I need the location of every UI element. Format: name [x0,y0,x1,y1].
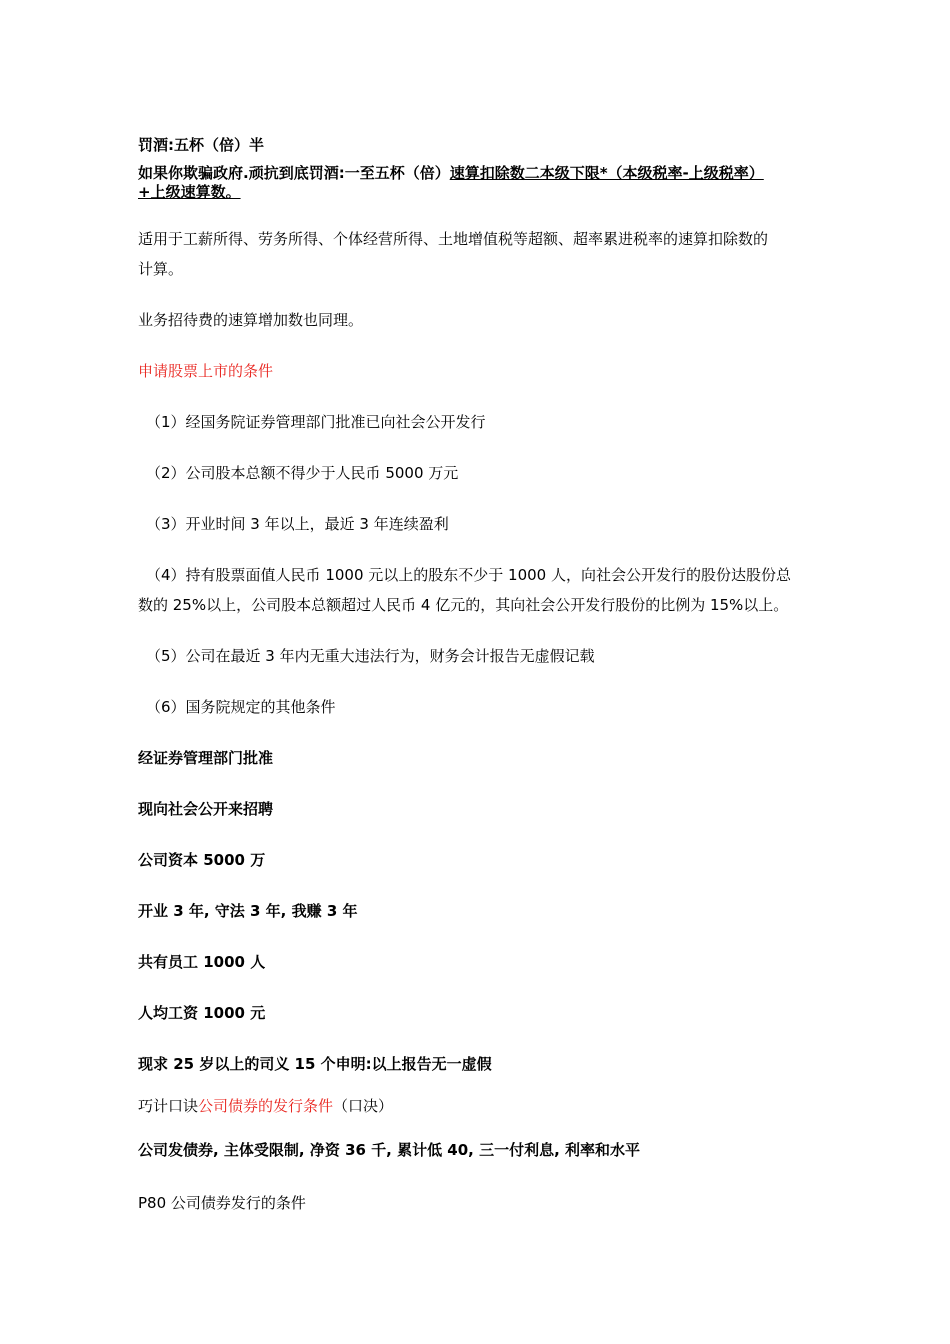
fine-drink-line: 罚酒:五杯（倍）半 [138,136,264,154]
section-heading-listing: 申请股票上市的条件 [138,362,274,380]
mnemonic-item-6: 人均工资 1000 元 [138,1004,266,1022]
condition-2: （2）公司股本总额不得少于人民币 5000 万元 [146,464,459,482]
mnemonic-item-4: 开业 3 年, 守法 3 年, 我赚 3 年 [138,902,358,920]
condition-3: （3）开业时间 3 年以上，最近 3 年连续盈利 [146,515,449,533]
bond-mnemonic-prefix: 巧计口诀 [138,1097,199,1115]
bond-conditions-reference: P80 公司债券发行的条件 [138,1194,306,1212]
mnemonic-formula-cont: +上级速算数。 [138,183,241,201]
mnemonic-item-5: 共有员工 1000 人 [138,953,266,971]
mnemonic-item-1: 经证券管理部门批准 [138,749,274,767]
mnemonic-text: 如果你欺骗政府.顽抗到底罚酒:一至五杯（倍） [138,164,450,182]
mnemonic-item-3: 公司资本 5000 万 [138,851,266,869]
paragraph-entertainment: 业务招待费的速算增加数也同理。 [138,311,364,329]
paragraph-applies-2: 计算。 [138,260,184,278]
condition-1: （1）经国务院证券管理部门批准已向社会公开发行 [146,413,486,431]
mnemonic-line [138,163,764,183]
mnemonic-item-7: 现求 25 岁以上的司义 15 个申明:以上报告无一虚假 [138,1055,492,1073]
condition-5: （5）公司在最近 3 年内无重大违法行为，财务会计报告无虚假记载 [146,647,595,665]
paragraph-applies-1: 适用于工薪所得、劳务所得、个体经营所得、土地增值税等超额、超率累进税率的速算扣除数的 [138,230,769,248]
condition-4a: （4）持有股票面值人民币 1000 元以上的股东不少于 1000 人，向社会公开发行的股份达股份总 [146,566,791,584]
bond-mnemonic-title [138,1096,393,1116]
condition-4b: 数的 25%以上，公司股本总额超过人民币 4 亿元的，其向社会公开发行股份的比例为 15%以上。 [138,596,789,614]
mnemonic-formula: 速算扣除数二本级下限*（本级税率-上级税率） [449,164,764,182]
bond-mnemonic-subject: 公司债券的发行条件 [198,1097,334,1115]
bond-mnemonic-suffix: （口决） [333,1097,394,1115]
bond-mnemonic-text: 公司发债券, 主体受限制, 净资 36 千, 累计低 40, 三一付利息, 利率和水平 [138,1141,641,1159]
condition-6: （6）国务院规定的其他条件 [146,698,336,716]
mnemonic-item-2: 现向社会公开来招聘 [138,800,274,818]
